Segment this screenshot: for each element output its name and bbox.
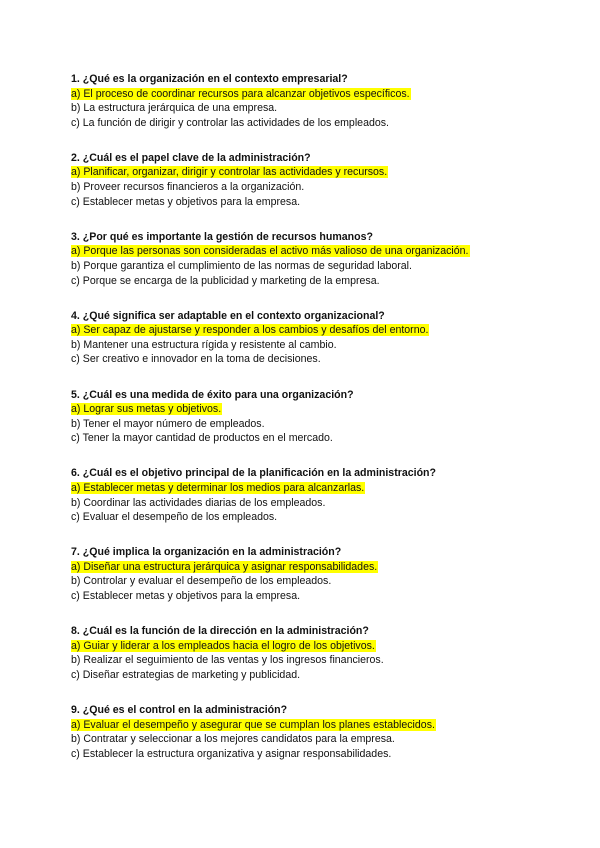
question-block (71, 72, 551, 130)
question-text: 4. ¿Qué significa ser adaptable en el contexto organizacional? (71, 309, 385, 322)
answer-option: b) Realizar el seguimiento de las ventas y los ingresos financieros. (71, 654, 384, 667)
question-block (71, 545, 551, 603)
question-block (71, 466, 551, 524)
answer-option: b) Mantener una estructura rígida y resistente al cambio. (71, 338, 337, 351)
answer-option-highlighted: a) Guiar y liderar a los empleados hacia el logro de los objetivos. (71, 639, 375, 652)
question-text: 5. ¿Cuál es una medida de éxito para una organización? (71, 388, 354, 401)
question-block (71, 309, 551, 367)
answer-option-highlighted: a) Planificar, organizar, dirigir y controlar las actividades y recursos. (71, 166, 388, 179)
answer-option-highlighted: a) Lograr sus metas y objetivos. (71, 403, 222, 416)
question-block (71, 703, 551, 761)
answer-option: b) Tener el mayor número de empleados. (71, 417, 265, 430)
answer-option: c) La función de dirigir y controlar las actividades de los empleados. (71, 116, 389, 129)
answer-option: c) Tener la mayor cantidad de productos en el mercado. (71, 432, 333, 445)
question-block (71, 624, 551, 682)
question-block (71, 230, 551, 288)
answer-option: c) Porque se encarga de la publicidad y marketing de la empresa. (71, 274, 380, 287)
answer-option: b) La estructura jerárquica de una empresa. (71, 102, 278, 115)
question-block (71, 151, 551, 209)
answer-option: c) Establecer metas y objetivos para la empresa. (71, 590, 301, 603)
question-text: 6. ¿Cuál es el objetivo principal de la planificación en la administración? (71, 467, 436, 480)
answer-option: c) Diseñar estrategias de marketing y publicidad. (71, 668, 301, 681)
answer-option: b) Porque garantiza el cumplimiento de las normas de seguridad laboral. (71, 259, 412, 272)
answer-option: b) Proveer recursos financieros a la organización. (71, 181, 305, 194)
answer-option: b) Contratar y seleccionar a los mejores candidatos para la empresa. (71, 733, 395, 746)
answer-option-highlighted: a) Ser capaz de ajustarse y responder a los cambios y desafíos del entorno. (71, 324, 429, 337)
answer-option: c) Evaluar el desempeño de los empleados. (71, 511, 278, 524)
question-text: 7. ¿Qué implica la organización en la administración? (71, 546, 342, 559)
quiz-list (71, 72, 551, 782)
answer-option-highlighted: a) Establecer metas y determinar los medios para alcanzarlas. (71, 481, 365, 494)
answer-option: b) Coordinar las actividades diarias de los empleados. (71, 496, 326, 509)
question-text: 8. ¿Cuál es la función de la dirección en la administración? (71, 625, 369, 638)
question-text: 1. ¿Qué es la organización en el contexto empresarial? (71, 73, 348, 85)
question-text: 2. ¿Cuál es el papel clave de la administración? (71, 151, 311, 164)
answer-option: c) Establecer metas y objetivos para la empresa. (71, 195, 301, 208)
answer-option: c) Ser creativo e innovador en la toma de decisiones. (71, 353, 321, 366)
answer-option-highlighted: a) Evaluar el desempeño y asegurar que se cumplan los planes establecidos. (71, 718, 435, 731)
answer-option-highlighted: a) Diseñar una estructura jerárquica y asignar responsabilidades. (71, 560, 378, 573)
question-block (71, 388, 551, 446)
question-text: 3. ¿Por qué es importante la gestión de recursos humanos? (71, 230, 373, 243)
answer-option: c) Establecer la estructura organizativa y asignar responsabilidades. (71, 747, 392, 760)
answer-option: b) Controlar y evaluar el desempeño de los empleados. (71, 575, 332, 588)
question-text: 9. ¿Qué es el control en la administración? (71, 704, 288, 716)
answer-option-highlighted: a) Porque las personas son consideradas el activo más valioso de una organización. (71, 245, 469, 258)
answer-option-highlighted: a) El proceso de coordinar recursos para alcanzar objetivos específicos. (71, 87, 410, 100)
